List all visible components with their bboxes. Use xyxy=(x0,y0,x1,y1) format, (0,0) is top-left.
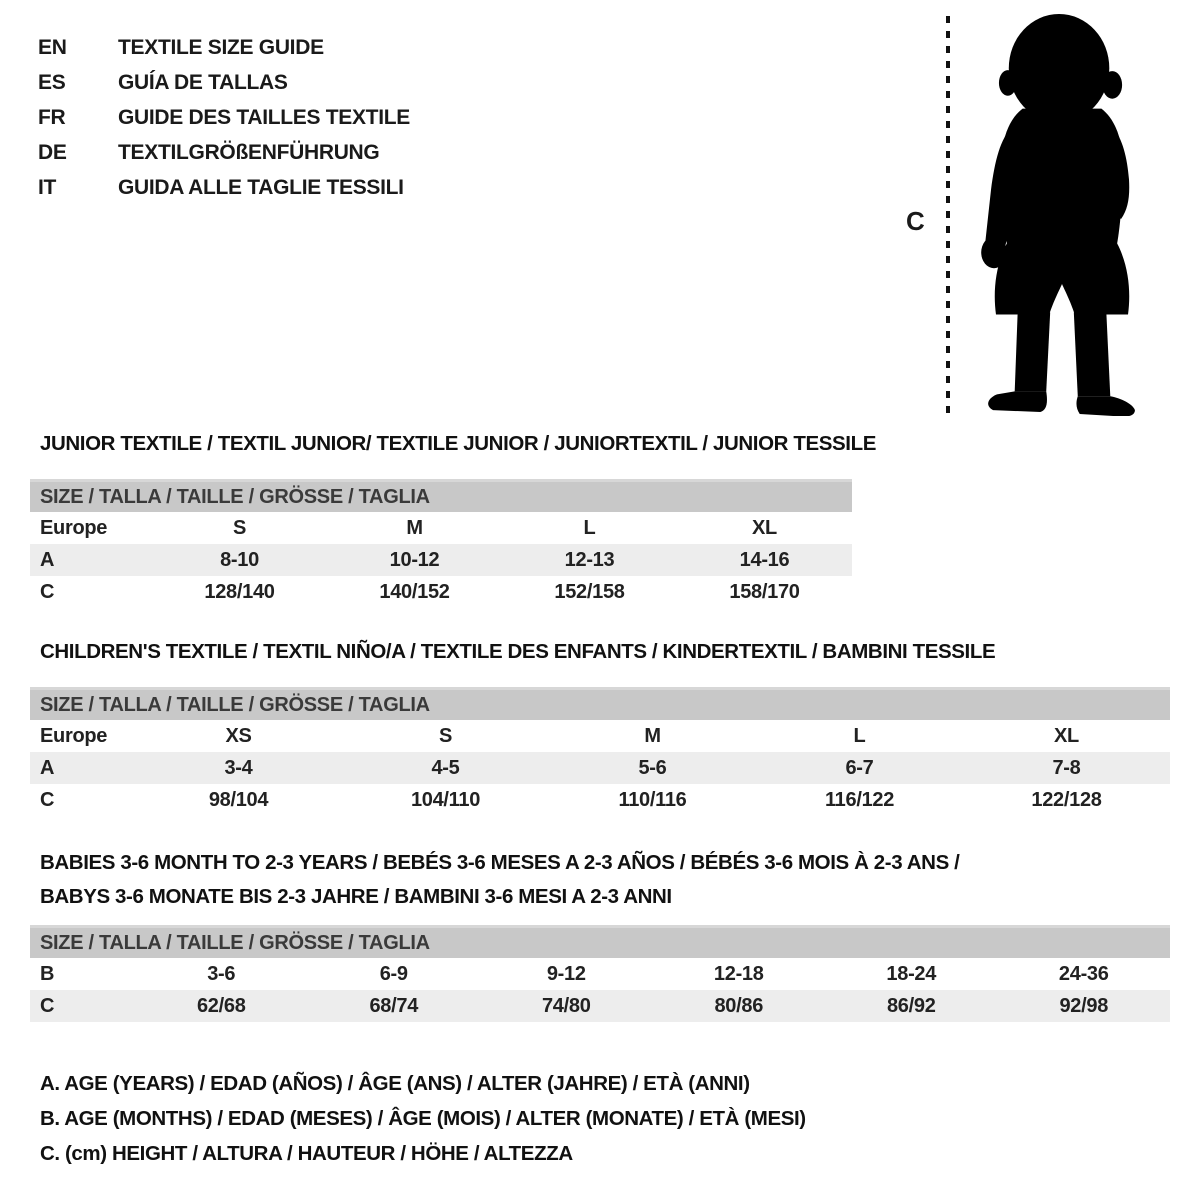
table-cell: 3-6 xyxy=(207,962,236,985)
column-header: L xyxy=(583,516,596,539)
table-cell: 98/104 xyxy=(208,788,269,811)
legend-line-c: C. (cm) HEIGHT / ALTURA / HAUTEUR / HÖHE / ALTEZZA xyxy=(40,1142,573,1165)
table-cell: 86/92 xyxy=(825,990,998,1022)
babies-section-title xyxy=(40,846,959,914)
language-title: GUIDA ALLE TAGLIE TESSILI xyxy=(118,176,404,199)
table-cell: 122/128 xyxy=(1031,788,1102,811)
junior-section-title: JUNIOR TEXTILE / TEXTIL JUNIOR/ TEXTILE JUNIOR / JUNIORTEXTIL / JUNIOR TESSILE xyxy=(40,432,876,455)
column-header: XL xyxy=(752,516,777,539)
language-title: TEXTILE SIZE GUIDE xyxy=(118,36,324,59)
row-label: A xyxy=(30,752,135,784)
column-header: M xyxy=(406,516,423,539)
table-cell: 18-24 xyxy=(886,962,937,985)
table-cell: 104/110 xyxy=(410,788,481,811)
language-row xyxy=(38,170,410,205)
language-title: GUÍA DE TALLAS xyxy=(118,71,288,94)
language-code: DE xyxy=(38,141,67,164)
table-cell: 116/122 xyxy=(824,788,895,811)
table-cell: 6-7 xyxy=(756,752,963,784)
table-row xyxy=(30,576,852,608)
language-code: EN xyxy=(38,36,67,59)
table-row xyxy=(30,958,1170,990)
column-header: S xyxy=(232,516,247,539)
children-size-table xyxy=(30,687,1170,816)
table-row xyxy=(30,990,1170,1022)
size-header: SIZE / TALLA / TAILLE / GRÖSSE / TAGLIA xyxy=(30,927,1170,959)
height-measure-dashed-line xyxy=(946,16,950,416)
table-cell: 152/158 xyxy=(554,580,625,603)
table-cell: 92/98 xyxy=(998,990,1171,1022)
language-row xyxy=(38,135,410,170)
language-row xyxy=(38,30,410,65)
column-header: XL xyxy=(1054,724,1079,747)
table-cell: 3-4 xyxy=(135,752,342,784)
table-cell: 128/140 xyxy=(204,580,275,603)
language-title: TEXTILGRÖßENFÜHRUNG xyxy=(118,141,380,164)
table-cell: 7-8 xyxy=(963,752,1170,784)
language-row xyxy=(38,65,410,100)
junior-size-table xyxy=(30,479,852,608)
table-cell: 6-9 xyxy=(379,962,408,985)
legend-line-a: A. AGE (YEARS) / EDAD (AÑOS) / ÂGE (ANS) / ALTER (JAHRE) / ETÀ (ANNI) xyxy=(40,1072,750,1095)
table-cell: 80/86 xyxy=(653,990,826,1022)
table-cell: 4-5 xyxy=(342,752,549,784)
table-cell: 12-18 xyxy=(713,962,764,985)
language-code: ES xyxy=(38,71,66,94)
column-header: M xyxy=(644,724,661,747)
row-label: C xyxy=(40,580,55,603)
table-cell: 140/152 xyxy=(379,580,450,603)
table-row xyxy=(30,752,1170,784)
size-header: SIZE / TALLA / TAILLE / GRÖSSE / TAGLIA xyxy=(30,481,852,513)
table-row xyxy=(30,544,852,576)
table-cell: 74/80 xyxy=(480,990,653,1022)
toddler-silhouette-icon xyxy=(963,12,1161,416)
row-label: C xyxy=(30,990,135,1022)
language-code: IT xyxy=(38,176,57,199)
table-cell: 8-10 xyxy=(152,544,327,576)
column-header: L xyxy=(853,724,866,747)
height-measure-label: C xyxy=(906,206,925,236)
row-label: C xyxy=(40,788,55,811)
table-cell: 158/170 xyxy=(729,580,800,603)
table-cell: 9-12 xyxy=(546,962,586,985)
row-label: B xyxy=(40,962,55,985)
table-row xyxy=(30,784,1170,816)
language-title: GUIDE DES TAILLES TEXTILE xyxy=(118,106,410,129)
language-list xyxy=(38,30,410,205)
table-cell: 110/116 xyxy=(618,788,687,811)
table-cell: 24-36 xyxy=(1058,962,1109,985)
column-header: Europe xyxy=(40,724,108,747)
table-cell: 10-12 xyxy=(327,544,502,576)
table-cell: 14-16 xyxy=(677,544,852,576)
measurement-legend xyxy=(40,1066,806,1171)
table-cell: 5-6 xyxy=(549,752,756,784)
size-header: SIZE / TALLA / TAILLE / GRÖSSE / TAGLIA xyxy=(30,689,1170,721)
column-header: XS xyxy=(225,724,252,747)
legend-line-b: B. AGE (MONTHS) / EDAD (MESES) / ÂGE (MOIS) / ALTER (MONATE) / ETÀ (MESI) xyxy=(40,1107,806,1130)
language-code: FR xyxy=(38,106,66,129)
language-row xyxy=(38,100,410,135)
babies-title-line-1: BABIES 3-6 MONTH TO 2-3 YEARS / BEBÉS 3-6 MESES A 2-3 AÑOS / BÉBÉS 3-6 MOIS À 2-3 ANS / xyxy=(40,851,960,874)
babies-size-table xyxy=(30,925,1170,1022)
table-cell: 62/68 xyxy=(135,990,308,1022)
row-label: A xyxy=(30,544,152,576)
table-cell: 12-13 xyxy=(502,544,677,576)
column-header: S xyxy=(438,724,453,747)
children-section-title: CHILDREN'S TEXTILE / TEXTIL NIÑO/A / TEXTILE DES ENFANTS / KINDERTEXTIL / BAMBINI TESSILE xyxy=(40,640,996,663)
table-cell: 68/74 xyxy=(308,990,481,1022)
babies-title-line-2: BABYS 3-6 MONATE BIS 2-3 JAHRE / BAMBINI 3-6 MESI A 2-3 ANNI xyxy=(40,885,672,908)
column-header: Europe xyxy=(40,516,108,539)
